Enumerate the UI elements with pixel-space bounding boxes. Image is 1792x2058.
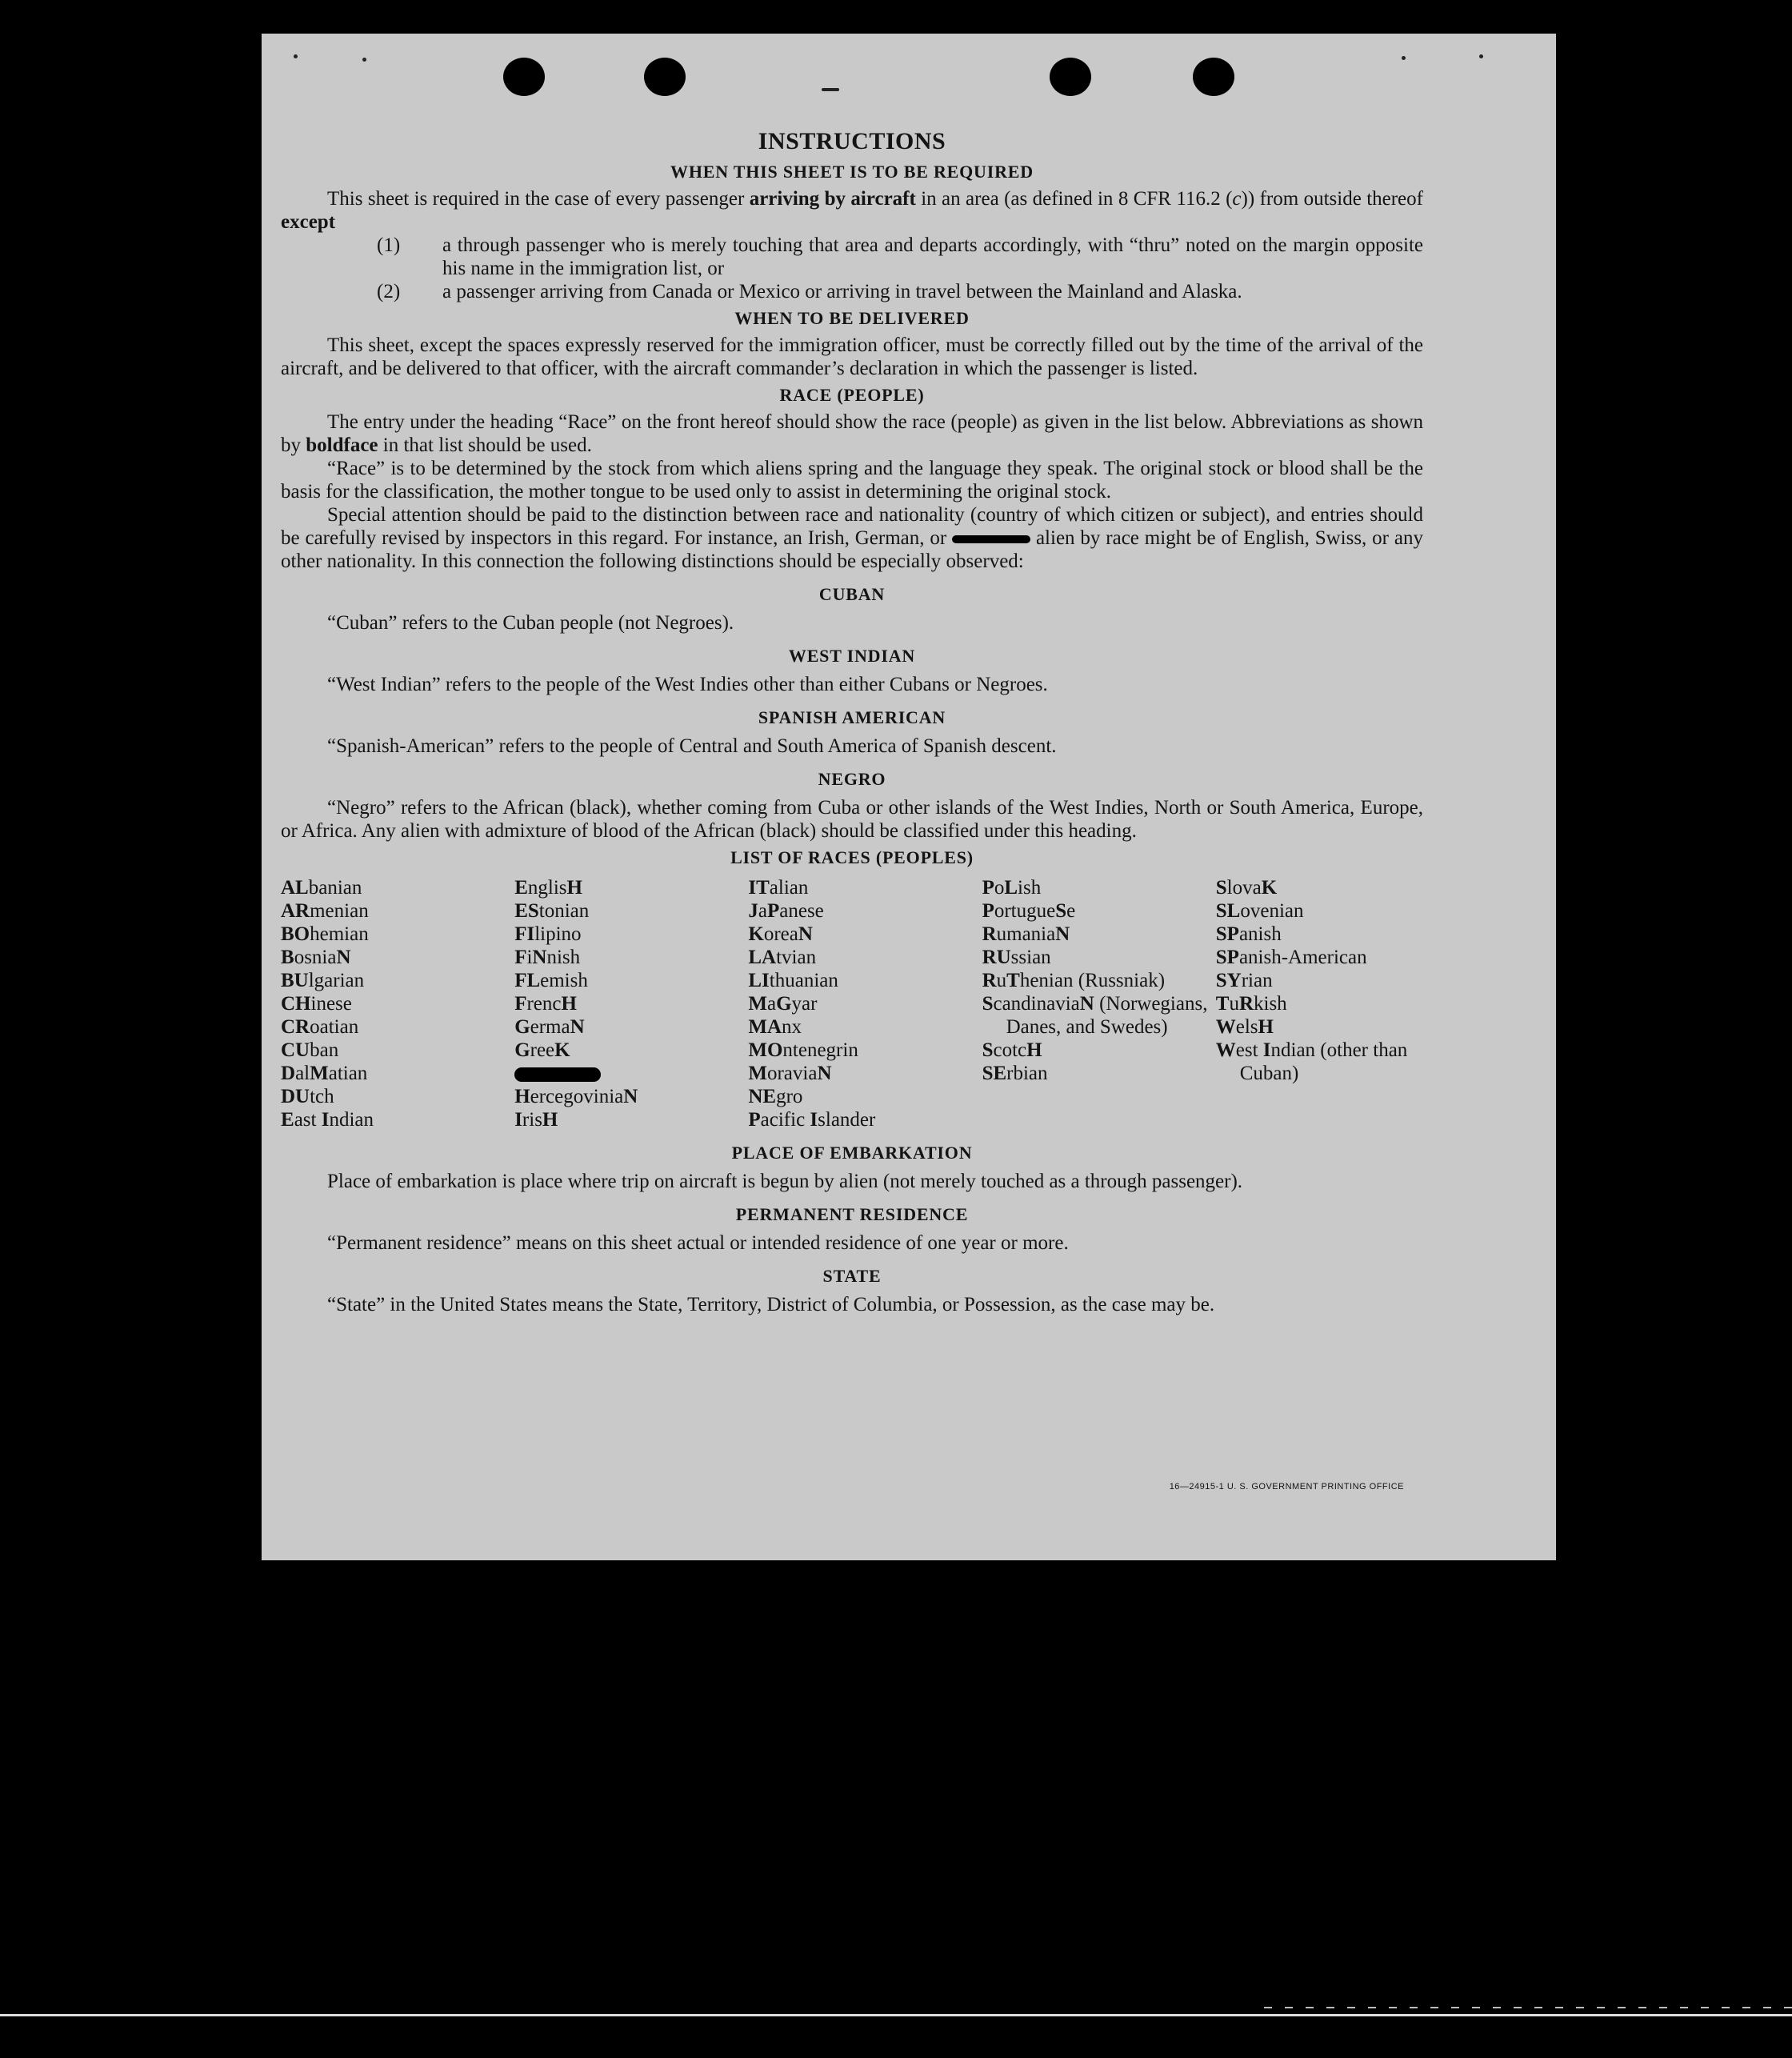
races-column	[982, 876, 1216, 1131]
punch-hole	[1193, 58, 1234, 96]
section-heading-state: STATE	[822, 1266, 882, 1286]
race-entry: FIlipino	[514, 923, 582, 945]
races-column	[514, 876, 748, 1131]
race-entry: DUtch	[281, 1086, 334, 1107]
negro-text: “Negro” refers to the African (black), whether coming from Cuba or other islands of the West Indies, North or South America, Europe, or Africa. Any alien with admixture of blood of the African (black) should be classified under this heading.	[281, 797, 1423, 842]
race-entry: SYrian	[1215, 970, 1273, 991]
race-entry: MOntenegrin	[748, 1039, 858, 1061]
race-entry: IrisH	[514, 1109, 558, 1131]
delivered-text: This sheet, except the spaces expressly reserved for the immigration officer, must be correctly filled out by the time of the arrival of the aircraft, and be delivered to that officer, with the aircraft commander’s declaration in which the passenger is listed.	[281, 334, 1423, 379]
races-list	[281, 876, 1423, 1131]
race-entry: LAtvian	[748, 947, 817, 968]
race-entry: FrencH	[514, 993, 577, 1015]
section-heading-delivered: WHEN TO BE DELIVERED	[734, 308, 970, 328]
embarkation-text: Place of embarkation is place where trip on aircraft is begun by alien (not merely touched as a through passenger).	[327, 1171, 1243, 1192]
spanish-american-text: “Spanish-American” refers to the people of Central and South America of Spanish descent.	[327, 735, 1057, 757]
section-heading-residence: PERMANENT RESIDENCE	[735, 1204, 969, 1224]
section-heading-spanish-american: SPANISH AMERICAN	[758, 707, 946, 727]
race-entry: SPanish-American	[1215, 947, 1367, 968]
section-heading-west-indian: WEST INDIAN	[788, 646, 916, 666]
race-entry: MAnx	[748, 1016, 802, 1038]
race-paragraph-1: The entry under the heading “Race” on the front hereof should show the race (people) as given in the list below. Abbreviations as shown by boldface in that list should be used.	[281, 411, 1423, 456]
race-entry: SLovenian	[1215, 900, 1304, 922]
race-entry: Pacific Islander	[748, 1109, 876, 1131]
section-heading-race: RACE (PEOPLE)	[779, 385, 925, 405]
race-entry: CHinese	[281, 993, 352, 1015]
race-entry: MaGyar	[748, 993, 818, 1015]
race-entry: ScotcH	[982, 1039, 1042, 1061]
race-entry: WelsH	[1215, 1016, 1274, 1038]
race-entry: BOhemian	[281, 923, 369, 945]
race-entry: SPanish	[1215, 923, 1282, 945]
race-entry: ScandinaviaN (Norwegians, Danes, and Swedes)	[982, 993, 1208, 1038]
residence-text: “Permanent residence” means on this sheet actual or intended residence of one year or more.	[327, 1232, 1069, 1254]
section-heading-embarkation: PLACE OF EMBARKATION	[731, 1143, 973, 1163]
section-heading-negro: NEGRO	[818, 769, 886, 789]
race-entry: RUssian	[982, 947, 1051, 968]
punch-hole	[644, 58, 686, 96]
race-entry: FLemish	[514, 970, 588, 991]
race-entry: ARmenian	[281, 900, 369, 922]
required-intro: This sheet is required in the case of every passenger arriving by aircraft in an area (as defined in 8 CFR 116.2 (c)) from outside thereof except	[281, 188, 1423, 233]
race-entry: PoLish	[982, 877, 1042, 899]
printing-office-imprint: 16—24915-1 U. S. GOVERNMENT PRINTING OFFICE	[1169, 1482, 1404, 1491]
race-entry: EnglisH	[514, 877, 582, 899]
race-entry: CRoatian	[281, 1016, 359, 1038]
state-text: “State” in the United States means the State, Territory, District of Columbia, or Possession, as the case may be.	[327, 1294, 1215, 1315]
document-sheet	[262, 34, 1556, 1560]
punch-hole	[503, 58, 545, 96]
race-entry: JaPanese	[748, 900, 824, 922]
race-entry: HercegoviniaN	[514, 1086, 638, 1107]
scan-artifact	[1264, 2007, 1792, 2008]
exception-item: (2) a passenger arriving from Canada or Mexico or arriving in travel between the Mainland and Alaska.	[377, 281, 1242, 302]
race-entry: DalMatian	[281, 1063, 368, 1084]
races-column	[1216, 876, 1423, 1131]
race-entry: MoraviaN	[748, 1063, 832, 1084]
race-entry: BosniaN	[281, 947, 351, 968]
section-heading-required: WHEN THIS SHEET IS TO BE REQUIRED	[670, 162, 1034, 182]
race-paragraph-2: “Race” is to be determined by the stock from which aliens spring and the language they speak. The original stock or blood shall be the basis for the classification, the mother tongue to be used only to assist in determining the original stock.	[281, 458, 1423, 502]
redaction-mark	[514, 1067, 601, 1082]
redaction-mark	[952, 535, 1030, 543]
race-entry: LIthuanian	[748, 970, 838, 991]
race-entry	[514, 1062, 748, 1085]
race-entry: FiNnish	[514, 947, 581, 968]
dust-speck	[1479, 54, 1483, 58]
race-entry: BUlgarian	[281, 970, 365, 991]
race-entry: SErbian	[982, 1063, 1048, 1084]
race-entry: GermaN	[514, 1016, 585, 1038]
race-entry: RuThenian (Russniak)	[982, 970, 1166, 991]
race-entry: EStonian	[514, 900, 590, 922]
dust-speck	[1402, 56, 1406, 60]
race-entry: CUban	[281, 1039, 339, 1061]
race-entry: East Indian	[281, 1109, 374, 1131]
page-title: INSTRUCTIONS	[758, 128, 946, 154]
dust-speck	[822, 88, 839, 91]
race-entry: TuRkish	[1215, 993, 1287, 1015]
race-entry: PortugueSe	[982, 900, 1076, 922]
races-column	[281, 876, 514, 1131]
race-entry: KoreaN	[748, 923, 813, 945]
section-heading-cuban: CUBAN	[818, 584, 886, 604]
race-entry: RumaniaN	[982, 923, 1070, 945]
west-indian-text: “West Indian” refers to the people of the West Indies other than either Cubans or Negroes.	[327, 674, 1048, 695]
race-entry: West Indian (other than Cuban)	[1215, 1039, 1408, 1084]
race-entry: NEgro	[748, 1086, 803, 1107]
section-heading-list: LIST OF RACES (PEOPLES)	[730, 847, 974, 867]
dust-speck	[294, 54, 298, 58]
race-entry: SlovaK	[1215, 877, 1278, 899]
race-paragraph-3: Special attention should be paid to the distinction between race and nationality (country of which citizen or subject), and entries should be carefully revised by inspectors in this regard. For instance, an Irish, German, or alien by race might be of English, Swiss, or any other nationality. In this connection the following distinctions should be especially observed:	[281, 504, 1423, 572]
punch-hole	[1050, 58, 1091, 96]
cuban-text: “Cuban” refers to the Cuban people (not Negroes).	[327, 612, 734, 634]
dust-speck	[362, 58, 366, 62]
race-entry: GreeK	[514, 1039, 570, 1061]
race-entry: ALbanian	[281, 877, 362, 899]
exception-item: (1) a through passenger who is merely touching that area and departs accordingly, with “thru” noted on the margin opposite his name in the immigration list, or	[377, 234, 1423, 279]
scan-artifact	[0, 2014, 1792, 2016]
race-entry: ITalian	[748, 877, 809, 899]
races-column	[748, 876, 982, 1131]
